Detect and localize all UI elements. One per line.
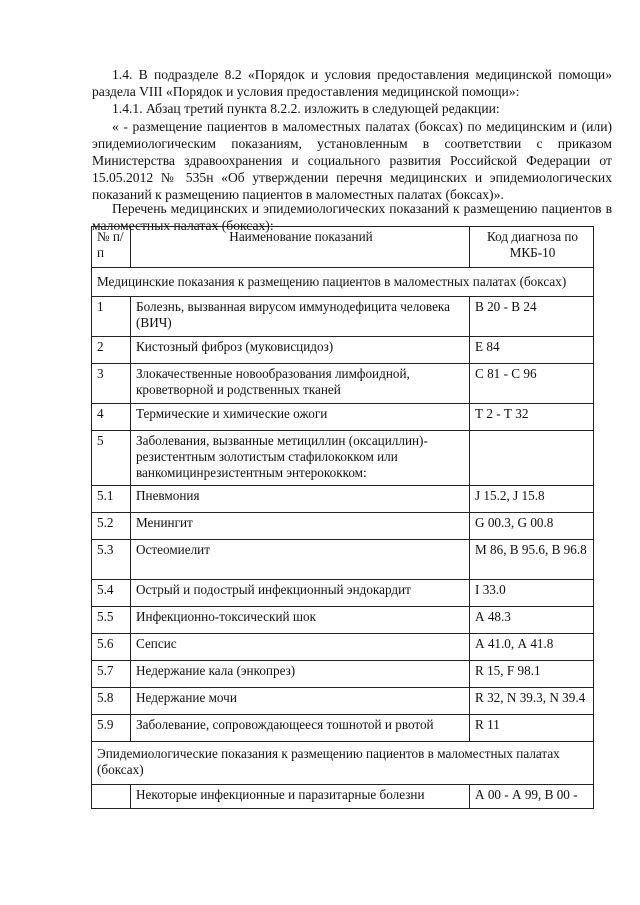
row-number: 5	[92, 431, 131, 486]
row-number: 5.7	[92, 661, 131, 688]
row-name: Остеомиелит	[131, 540, 470, 580]
table-row	[92, 661, 594, 688]
table-row	[92, 431, 594, 486]
row-number: 5.9	[92, 715, 131, 742]
row-name: Острый и подострый инфекционный эндокардит	[131, 580, 470, 607]
paragraph-1-4: 1.4. В подразделе 8.2 «Порядок и условия предоставления медицинской помощи» раздела VIII «Порядок и условия предоставления медицинской помощи»:	[92, 67, 612, 99]
row-number: 1	[92, 297, 131, 337]
header-number: № п/п	[92, 227, 131, 268]
row-name: Недержание кала (энкопрез)	[131, 661, 470, 688]
row-name: Недержание мочи	[131, 688, 470, 715]
section-row-medical	[92, 268, 594, 297]
row-name: Пневмония	[131, 486, 470, 513]
table-row	[92, 785, 594, 809]
row-code: R 15, F 98.1	[470, 661, 594, 688]
row-number: 4	[92, 404, 131, 431]
table-row	[92, 513, 594, 540]
row-name: Сепсис	[131, 634, 470, 661]
row-code: А 41.0, А 41.8	[470, 634, 594, 661]
paragraph-1-4-1: 1.4.1. Абзац третий пункта 8.2.2. изложить в следующей редакции:	[112, 101, 500, 116]
row-code: С 81 - С 96	[470, 364, 594, 404]
row-number: 2	[92, 337, 131, 364]
row-code	[470, 431, 594, 486]
paragraph-quote: « - размещение пациентов в маломестных палатах (боксах) по медицинским и (или) эпидемиологическим показаниям, установленным в соответствии с приказом Министерства здравоохранения и социального развития Российской Федерации от 15.05.2012 № 535н «Об утверждении перечня медицинских и эпидемиологических показаний к размещению пациентов в маломестных палатах (боксах)».	[92, 119, 612, 202]
row-code: G 00.3, G 00.8	[470, 513, 594, 540]
row-number: 5.8	[92, 688, 131, 715]
row-code: R 11	[470, 715, 594, 742]
row-number: 5.6	[92, 634, 131, 661]
table-row	[92, 580, 594, 607]
row-number: 5.1	[92, 486, 131, 513]
header-name: Наименование показаний	[131, 227, 470, 268]
row-code: М 86, В 95.6, В 96.8	[470, 540, 594, 580]
table-row	[92, 364, 594, 404]
table-row	[92, 634, 594, 661]
row-name: Болезнь, вызванная вирусом иммунодефицита человека (ВИЧ)	[131, 297, 470, 337]
row-name: Некоторые инфекционные и паразитарные болезни	[131, 785, 470, 809]
row-code: Т 2 - Т 32	[470, 404, 594, 431]
table-header-row	[92, 227, 594, 268]
row-code: В 20 - В 24	[470, 297, 594, 337]
section-row-epidemiological	[92, 742, 594, 785]
table-row	[92, 337, 594, 364]
row-code: R 32, N 39.3, N 39.4	[470, 688, 594, 715]
paragraph-list-intro: Перечень медицинских и эпидемиологических показаний к размещению пациентов в маломестных палатах (боксах):	[92, 201, 612, 233]
table-row	[92, 607, 594, 634]
row-name: Термические и химические ожоги	[131, 404, 470, 431]
indications-table	[91, 226, 594, 809]
row-number	[92, 785, 131, 809]
row-number: 5.4	[92, 580, 131, 607]
table-row	[92, 297, 594, 337]
row-number: 3	[92, 364, 131, 404]
section-medical-label: Медицинские показания к размещению пациентов в маломестных палатах (боксах)	[92, 268, 594, 297]
row-number: 5.5	[92, 607, 131, 634]
row-code: А 48.3	[470, 607, 594, 634]
row-name: Инфекционно-токсический шок	[131, 607, 470, 634]
header-code: Код диагноза по МКБ-10	[470, 227, 594, 268]
row-name: Злокачественные новообразования лимфоидной, кроветворной и родственных тканей	[131, 364, 470, 404]
row-number: 5.2	[92, 513, 131, 540]
row-code: А 00 - А 99, В 00 -	[470, 785, 594, 809]
row-code: Е 84	[470, 337, 594, 364]
row-code: J 15.2, J 15.8	[470, 486, 594, 513]
table-row	[92, 486, 594, 513]
row-name: Заболевания, вызванные метициллин (оксациллин)-резистентным золотистым стафилококком или ванкомицинрезистентным энтерококком:	[131, 431, 470, 486]
row-code: I 33.0	[470, 580, 594, 607]
row-name: Менингит	[131, 513, 470, 540]
section-epidemiological-label: Эпидемиологические показания к размещению пациентов в маломестных палатах (боксах)	[92, 742, 594, 785]
table-row	[92, 715, 594, 742]
row-name: Заболевание, сопровождающееся тошнотой и рвотой	[131, 715, 470, 742]
table-row	[92, 688, 594, 715]
table-row	[92, 540, 594, 580]
row-number: 5.3	[92, 540, 131, 580]
row-name: Кистозный фиброз (муковисцидоз)	[131, 337, 470, 364]
table-row	[92, 404, 594, 431]
